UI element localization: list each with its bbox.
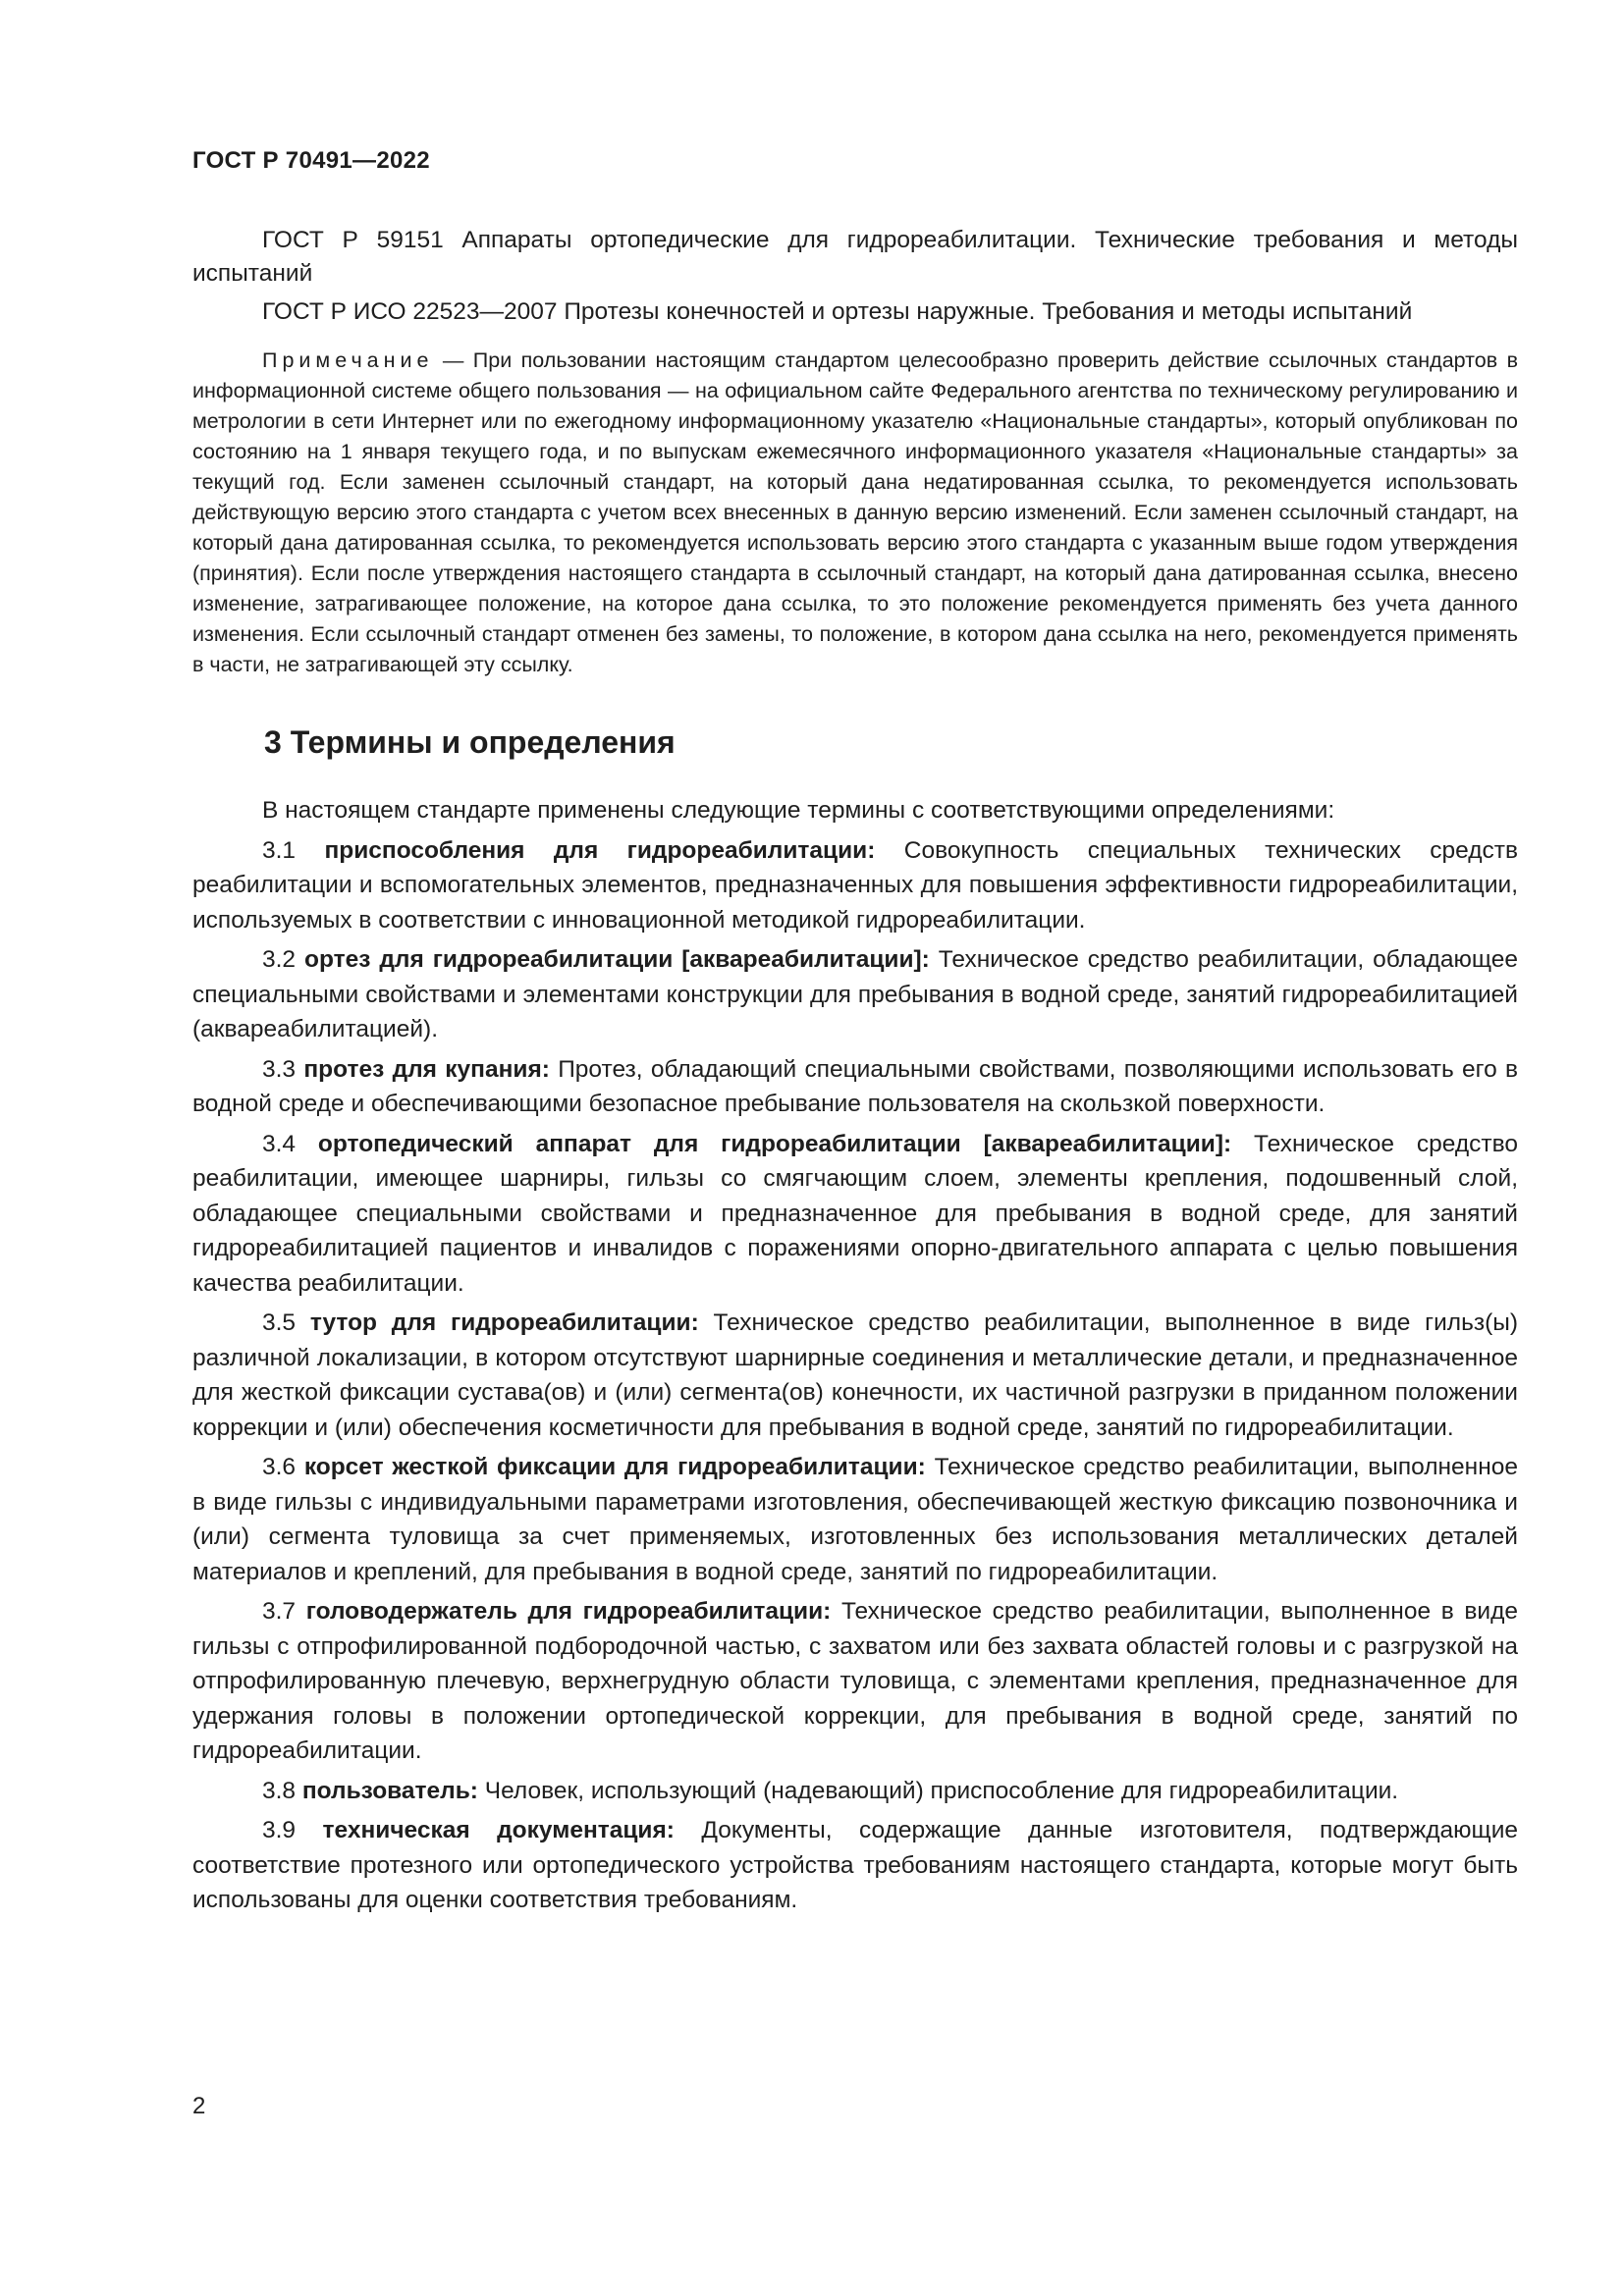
term-entry bbox=[192, 1594, 1518, 1769]
term-number: 3.4 bbox=[262, 1130, 297, 1157]
term-number: 3.1 bbox=[262, 836, 297, 864]
term-definition: Техническое средство реабилитации, выполненное в виде гильзы с отпрофилированной подбородочной частью, с захватом или без захвата областей головы и с разгрузкой на отпрофилированную плечевую, верхнегрудную области туловища, с элементами крепления, предназначенное для удержания головы в положении ортопедической коррекции, для пребывания в водной среде, занятий по гидрореабилитации. bbox=[192, 1598, 1518, 1764]
term-entry bbox=[192, 1052, 1518, 1122]
term-definition: Техническое средство реабилитации, обладающее специальными свойствами и элементами конструкции для пребывания в водной среде, занятий гидрореабилитацией (аквареабилитацией). bbox=[192, 946, 1519, 1042]
term-entry bbox=[192, 1813, 1518, 1918]
term-definition: Техническое средство реабилитации, выполненное в виде гильзы с индивидуальными параметрами изготовления, обеспечивающей жесткую фиксацию позвоночника и (или) сегмента туловища за счет применяемых, изготовленных без использования металлических деталей материалов и креплений, для пребывания в водной среде, занятий по гидрореабилитации. bbox=[192, 1454, 1518, 1585]
term-number: 3.2 bbox=[262, 946, 297, 973]
normative-reference: ГОСТ Р 59151 Аппараты ортопедические для гидрореабилитации. Технические требования и методы испытаний bbox=[192, 227, 1518, 287]
section-intro: В настоящем стандарте применены следующие термины с соответствующими определениями: bbox=[262, 797, 1335, 824]
normative-reference: ГОСТ Р ИСО 22523—2007 Протезы конечностей и ортезы наружные. Требования и методы испытаний bbox=[262, 298, 1413, 325]
page-number: 2 bbox=[192, 2093, 206, 2119]
term-number: 3.8 bbox=[262, 1777, 297, 1804]
term-definition: Документы, содержащие данные изготовителя, подтверждающие соответствие протезного или ортопедического устройства требованиям настоящего стандарта, которые могут быть использованы для оценки соответствия требованиям. bbox=[192, 1817, 1519, 1913]
term-definition: Техническое средство реабилитации, имеющее шарниры, гильзы со смягчающим слоем, элементы крепления, подошвенный слой, обладающее специальными свойствами и предназначенное для пребывания в водной среде, для занятий гидрореабилитацией пациентов и инвалидов с поражениями опорно-двигательного аппарата с целью повышения качества реабилитации. bbox=[192, 1130, 1518, 1297]
term-name: протез для купания: bbox=[303, 1055, 550, 1083]
term-definition: Человек, использующий (надевающий) приспособление для гидрореабилитации. bbox=[477, 1777, 1399, 1804]
term-entry bbox=[192, 1127, 1518, 1302]
term-name: техническая документация: bbox=[322, 1817, 675, 1843]
note-label: Примечание bbox=[262, 348, 434, 372]
term-name: пользователь: bbox=[301, 1777, 478, 1804]
term-number: 3.6 bbox=[262, 1454, 297, 1480]
term-name: корсет жесткой фиксации для гидрореабилитации: bbox=[303, 1454, 926, 1480]
page-header-standard-code: ГОСТ Р 70491—2022 bbox=[192, 147, 430, 174]
term-number: 3.9 bbox=[262, 1817, 297, 1843]
term-number: 3.5 bbox=[262, 1309, 297, 1336]
term-name: тутор для гидрореабилитации: bbox=[309, 1309, 699, 1336]
section-title: 3 Термины и определения bbox=[264, 724, 676, 760]
note-text: — При пользовании настоящим стандартом целесообразно проверить действие ссылочных стандартов в информационной системе общего пользования — на официальном сайте Федерального агентства по техническому регулированию и метрологии в сети Интернет или по ежегодному информационному указателю «Национальные стандарты», который опубликован по состоянию на 1 января текущего года, и по выпускам ежемесячного информационного указателя «Национальные стандарты» за текущий год. Если заменен ссылочный стандарт, на который дана недатированная ссылка, то рекомендуется использовать действующую версию этого стандарта с учетом всех внесенных в данную версию изменений. Если заменен ссылочный стандарт, на который дана датированная ссылка, то рекомендуется использовать версию этого стандарта с указанным выше годом утверждения (принятия). Если после утверждения настоящего стандарта в ссылочный стандарт, на который дана датированная ссылка, внесено изменение, затрагивающее положение, на которое дана ссылка, то это положение рекомендуется применять без учета данного изменения. Если ссылочный стандарт отменен без замены, то положение, в котором дана ссылка на него, рекомендуется применять в части, не затрагивающей эту ссылку. bbox=[192, 348, 1518, 676]
term-number: 3.3 bbox=[262, 1055, 297, 1083]
term-definition: Техническое средство реабилитации, выполненное в виде гильз(ы) различной локализации, в котором отсутствуют шарнирные соединения и металлические детали, и предназначенное для жесткой фиксации сустава(ов) и (или) сегмента(ов) конечности, их частичной разгрузки в приданном положении коррекции и (или) обеспечения косметичности для пребывания в водной среде, занятий по гидрореабилитации. bbox=[192, 1309, 1518, 1441]
term-entry bbox=[192, 942, 1518, 1047]
term-entry bbox=[192, 1774, 1518, 1809]
term-entry bbox=[192, 1306, 1518, 1445]
page-content bbox=[192, 224, 1518, 1923]
term-entry bbox=[192, 1450, 1518, 1589]
term-name: головодержатель для гидрореабилитации: bbox=[305, 1598, 832, 1625]
term-name: ортопедический аппарат для гидрореабилитации [аквареабилитации]: bbox=[317, 1130, 1232, 1157]
term-number: 3.7 bbox=[262, 1598, 297, 1625]
term-definition: Протез, обладающий специальными свойствами, позволяющими использовать его в водной среде и обеспечивающими безопасное пребывание пользователя на скользкой поверхности. bbox=[192, 1055, 1519, 1117]
term-entry bbox=[192, 833, 1518, 938]
term-name: приспособления для гидрореабилитации: bbox=[324, 836, 876, 864]
term-name: ортез для гидрореабилитации [аквареабилитации]: bbox=[304, 946, 930, 973]
term-definition: Совокупность специальных технических средств реабилитации и вспомогательных элементов, предназначенных для повышения эффективности гидрореабилитации, используемых в соответствии с инновационной методикой гидрореабилитации. bbox=[192, 836, 1518, 934]
note-paragraph bbox=[192, 346, 1518, 680]
